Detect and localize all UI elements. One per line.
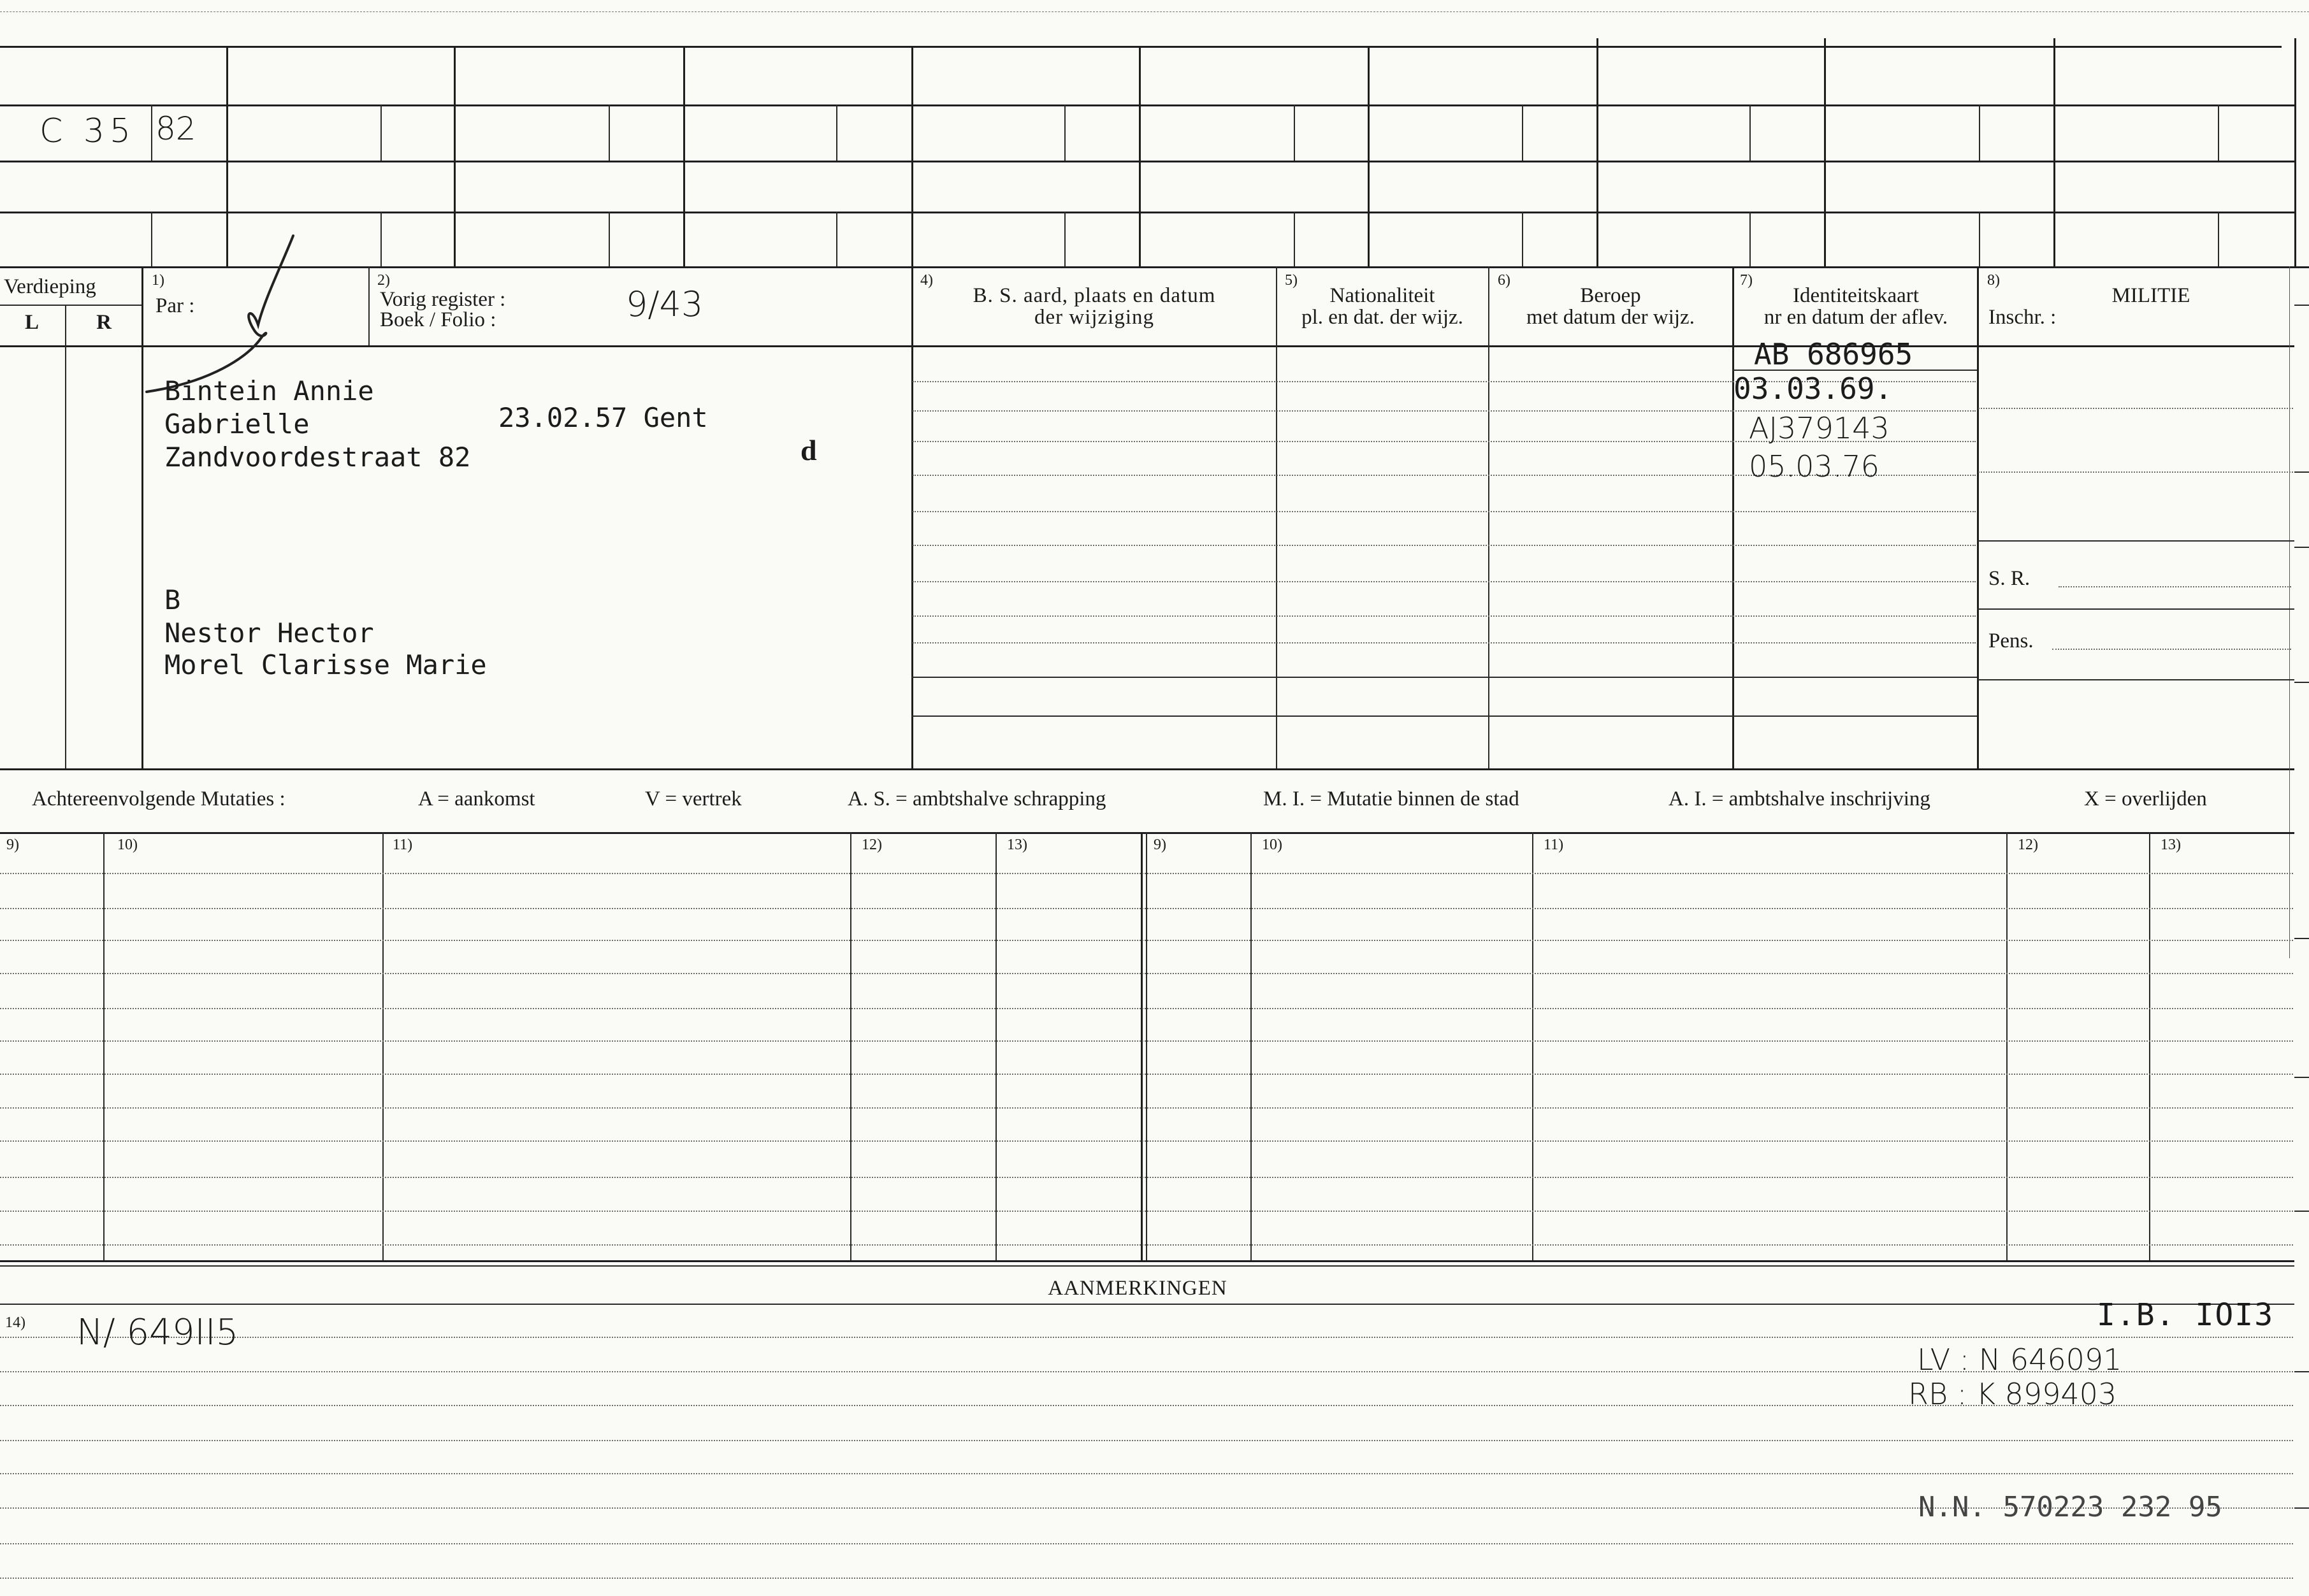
militie-label: MILITIE [2111,284,2190,307]
mut-col-10b: 10) [1262,837,1282,853]
mut-col-12b: 12) [2018,837,2038,853]
col-number-4: 4) [920,272,933,289]
remarks-header-rule [0,1304,2294,1305]
col-number-8: 8) [1987,272,2000,289]
house-number: 82 [156,110,196,147]
mut-col-11: 11) [393,837,413,853]
nationaliteit-label-1: Nationaliteit [1329,284,1435,307]
legend-item-a: A = aankomst [418,787,535,810]
remark-entry-1: N/ 649II5 [76,1312,239,1353]
id-card-2-date: 05.03.76 [1749,449,1879,484]
mut-col-13b: 13) [2161,837,2181,853]
legend-item-as: A. S. = ambtshalve schrapping [848,787,1106,810]
birth-info: 23.02.57 Gent [498,402,708,433]
remark-rb: RB : K 899403 [1908,1377,2117,1411]
inschr-label: Inschr. : [1988,306,2057,329]
bs-label-1: B. S. aard, plaats en datum [973,284,1216,307]
mut-col-13: 13) [1007,837,1027,853]
folio-value: 9/43 [626,284,704,324]
col-number-7: 7) [1740,272,1753,289]
legend-item-mi: M. I. = Mutatie binnen de stad [1263,787,1519,810]
left-label: L [24,311,39,334]
bs-label-2: der wijziging [1034,306,1155,329]
mut-col-9: 9) [6,837,19,853]
remark-nn: N.N. 570223 232 95 [1918,1491,2222,1523]
beroep-label-1: Beroep [1580,284,1641,307]
mut-col-9b: 9) [1154,837,1166,853]
legend-title: Achtereenvolgende Mutaties : [32,787,286,810]
mut-col-12: 12) [862,837,882,853]
id-card-1-date: 03.03.69. [1734,371,1893,406]
name-line-1: Bintein Annie [164,375,374,406]
col-number-1: 1) [152,272,164,289]
boek-folio-label: Boek / Folio : [380,308,496,331]
beroep-label-2: met datum der wijz. [1526,306,1695,329]
identiteitskaart-label-1: Identiteitskaart [1793,284,1919,307]
col-number-2: 2) [377,272,390,289]
col-number-6: 6) [1498,272,1510,289]
par-label: Par : [156,294,195,317]
verdieping-label: Verdieping [4,275,96,298]
remarks-title: AANMERKINGEN [1048,1277,1227,1300]
right-label: R [96,311,112,334]
remark-lv: LV : N 646091 [1917,1342,2122,1377]
legend-item-x: X = overlijden [2084,787,2207,810]
record-number: C 35 [40,112,136,150]
identiteitskaart-label-2: nr en datum der aflev. [1763,306,1948,329]
mut-col-10: 10) [117,837,138,853]
vorig-register-label: Vorig register : [380,288,506,311]
name-line-2: Gabrielle [164,408,310,440]
father-name: Nestor Hector [164,617,374,649]
sr-label: S. R. [1988,567,2030,590]
remarks-title-rule [0,1265,2294,1267]
remarks-number: 14) [5,1314,25,1331]
col-number-5: 5) [1285,272,1298,289]
id-card-1: AB 686965 [1754,337,1913,371]
legend-item-v: V = vertrek [645,787,742,810]
id-card-2: AJ379143 [1749,411,1890,445]
legend-item-ai: A. I. = ambtshalve inschrijving [1668,787,1930,810]
mut-col-11b: 11) [1544,837,1564,853]
status-marker: d [800,434,817,466]
remark-ib: I.B. IOI3 [2097,1297,2275,1333]
pens-label: Pens. [1988,629,2034,652]
address: Zandvoordestraat 82 [164,442,471,473]
mother-name: Morel Clarisse Marie [164,649,487,680]
parent-marker: B [164,584,181,615]
nationaliteit-label-2: pl. en dat. der wijz. [1301,306,1463,329]
